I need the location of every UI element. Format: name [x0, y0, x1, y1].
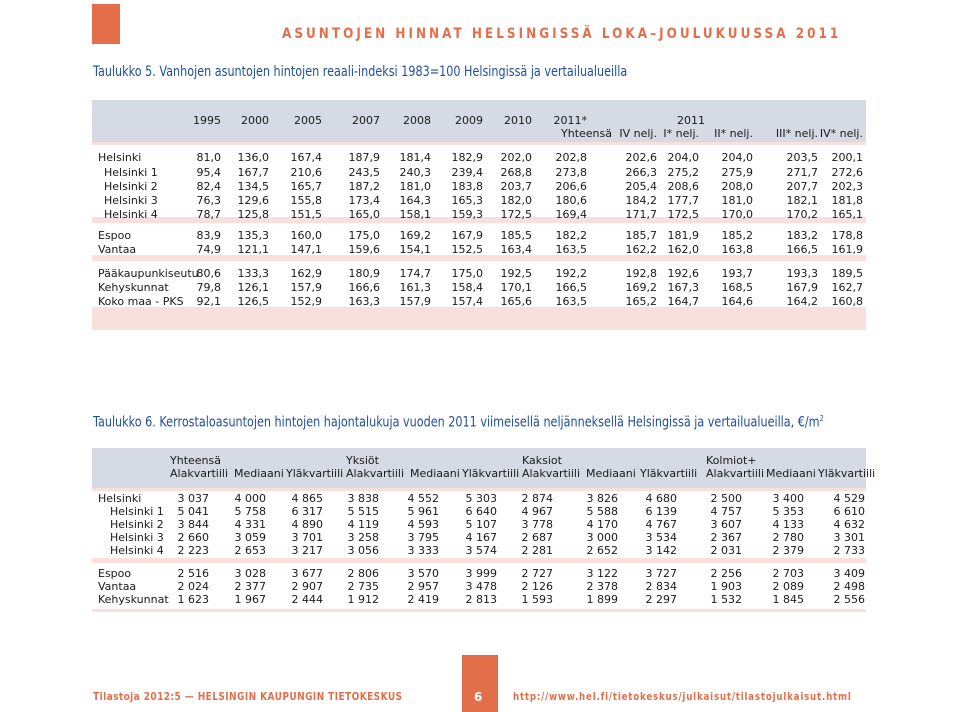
table6-cell: 4 680	[645, 492, 677, 505]
table5-cell: 126,1	[237, 281, 269, 294]
table5-cell: 239,4	[451, 166, 483, 179]
table6-cell: 6 317	[291, 505, 323, 518]
table6-cell: 3 844	[177, 518, 209, 531]
table5-cell: 202,8	[555, 151, 587, 164]
table5-cell: 207,7	[786, 180, 818, 193]
table5-cell: 169,2	[399, 229, 431, 242]
table5-cell: 206,6	[555, 180, 587, 193]
table6-sub-header: Mediaani	[586, 467, 636, 480]
table5-row-label: Vantaa	[98, 243, 137, 256]
table5-cell: 172,5	[667, 208, 699, 221]
table6-row-label: Helsinki 3	[110, 531, 164, 544]
table6-cell: 4 552	[407, 492, 439, 505]
table6-cell: 4 167	[465, 531, 497, 544]
table5-cell: 165,2	[625, 295, 657, 308]
table6-cell: 2 653	[234, 544, 266, 557]
table5-cell: 193,7	[721, 267, 753, 280]
table5-cell: 273,8	[555, 166, 587, 179]
table5-row-label: Kehyskunnat	[98, 281, 169, 294]
table5-row-label: Helsinki 1	[104, 166, 158, 179]
table6-cell: 2 297	[645, 593, 677, 606]
table6-row-label: Helsinki	[98, 492, 142, 505]
table5-cell: 164,3	[399, 194, 431, 207]
header-accent-block	[92, 4, 120, 44]
table5-cell: 175,0	[451, 267, 483, 280]
footer-publication: Tilastoja 2012:5 — HELSINGIN KAUPUNGIN TIETOKESKUS	[93, 690, 403, 703]
table6-cell: 6 640	[465, 505, 497, 518]
table6-cell: 3 400	[772, 492, 804, 505]
table5-cell: 92,1	[196, 295, 221, 308]
table6-row-label: Vantaa	[98, 580, 137, 593]
table6-sub-header: Yläkvartiili	[462, 467, 520, 480]
table6-cell: 3 727	[645, 567, 677, 580]
table5-col-subheader: II* nelj.	[714, 127, 753, 140]
table6-cell: 1 623	[177, 593, 209, 606]
table5-cell: 192,5	[500, 267, 532, 280]
table5-cell: 187,9	[348, 151, 380, 164]
table5-cell: 208,6	[667, 180, 699, 193]
table6-cell: 2 031	[710, 544, 742, 557]
table5-cell: 272,6	[831, 166, 863, 179]
table5-cell: 126,5	[237, 295, 269, 308]
table6-cell: 2 687	[521, 531, 553, 544]
table6-cell: 4 000	[234, 492, 266, 505]
table6-row-label: Espoo	[98, 567, 132, 580]
table5-cell: 181,8	[831, 194, 863, 207]
table5-cell: 165,6	[500, 295, 532, 308]
table6-cell: 5 515	[347, 505, 379, 518]
table6-cell: 2 500	[710, 492, 742, 505]
table5-cell: 164,6	[721, 295, 753, 308]
table5-cell: 163,3	[348, 295, 380, 308]
table6-caption-text: Taulukko 6. Kerrostaloasuntojen hintojen hajontalukuja vuoden 2011 viimeisellä neljänneksellä Helsingissä ja vertailualueilla, €/m	[93, 414, 820, 431]
table5-cell: 157,4	[451, 295, 483, 308]
table6-cell: 2 126	[521, 580, 553, 593]
table5-cell: 268,8	[500, 166, 532, 179]
table6-cell: 2 089	[772, 580, 804, 593]
table5-cell: 159,6	[348, 243, 380, 256]
table6-cell: 2 024	[177, 580, 209, 593]
table5-cell: 158,4	[451, 281, 483, 294]
table5-cell: 203,5	[786, 151, 818, 164]
table6-cell: 2 735	[347, 580, 379, 593]
table6-cell: 1 593	[521, 593, 553, 606]
table6-cell: 2 957	[407, 580, 439, 593]
table5-row-label: Helsinki 4	[104, 208, 158, 221]
table5-cell: 165,1	[831, 208, 863, 221]
table6-cell: 2 256	[710, 567, 742, 580]
page-number: 6	[474, 690, 483, 704]
table6-cell: 3 795	[407, 531, 439, 544]
table5-cell: 185,5	[500, 229, 532, 242]
table5-cell: 174,7	[399, 267, 431, 280]
table5-cell: 183,8	[451, 180, 483, 193]
table5-cell: 275,2	[667, 166, 699, 179]
table5-cell: 182,2	[555, 229, 587, 242]
table5-cell: 152,9	[290, 295, 322, 308]
table5-cell: 152,5	[451, 243, 483, 256]
table5-cell: 167,4	[290, 151, 322, 164]
table5-caption: Taulukko 5. Vanhojen asuntojen hintojen reaali-indeksi 1983=100 Helsingissä ja vertailualueilla	[93, 64, 628, 80]
table5-cell: 78,7	[196, 208, 221, 221]
table6-cell: 2 652	[586, 544, 618, 557]
table5-col-header: 2011	[677, 114, 705, 127]
table5-cell: 80,6	[196, 267, 221, 280]
table6-cell: 4 593	[407, 518, 439, 531]
table6-cell: 2 834	[645, 580, 677, 593]
table5-cell: 266,3	[625, 166, 657, 179]
table6-group-header: Yksiöt	[346, 454, 379, 467]
table5-cell: 165,3	[451, 194, 483, 207]
table5-cell: 163,5	[555, 243, 587, 256]
table6-row-label: Helsinki 2	[110, 518, 164, 531]
table5-cell: 203,7	[500, 180, 532, 193]
table5-cell: 200,1	[831, 151, 863, 164]
table6-cell: 2 703	[772, 567, 804, 580]
table5-cell: 83,9	[196, 229, 221, 242]
table5-cell: 151,5	[290, 208, 322, 221]
table6-cell: 4 170	[586, 518, 618, 531]
table5-cell: 210,6	[290, 166, 322, 179]
table5-cell: 162,7	[831, 281, 863, 294]
table5-row-label: Helsinki 3	[104, 194, 158, 207]
table5-cell: 169,4	[555, 208, 587, 221]
table6-cell: 3 778	[521, 518, 553, 531]
table5-cell: 79,8	[196, 281, 221, 294]
table6-cell: 2 377	[234, 580, 266, 593]
table5-cell: 178,8	[831, 229, 863, 242]
table6-cell: 5 961	[407, 505, 439, 518]
table5-row-label: Helsinki 2	[104, 180, 158, 193]
table6-cell: 1 845	[772, 593, 804, 606]
table5-cell: 155,8	[290, 194, 322, 207]
table5-cell: 134,5	[237, 180, 269, 193]
table5-cell: 192,2	[555, 267, 587, 280]
table6-cell: 2 813	[465, 593, 497, 606]
table5-cell: 167,9	[451, 229, 483, 242]
table6-cell: 4 757	[710, 505, 742, 518]
table6-cell: 4 767	[645, 518, 677, 531]
table6-group-header: Kolmiot+	[706, 454, 757, 467]
table6-cell: 4 133	[772, 518, 804, 531]
table5-cell: 181,9	[667, 229, 699, 242]
table5-cell: 180,9	[348, 267, 380, 280]
table5-cell: 182,1	[786, 194, 818, 207]
table5-cell: 81,0	[196, 151, 221, 164]
table6-cell: 3 999	[465, 567, 497, 580]
table5-col-subheader: Yhteensä	[561, 127, 612, 140]
table6-cell: 3 059	[234, 531, 266, 544]
table6-group-header: Kaksiot	[522, 454, 562, 467]
table6-cell: 1 912	[347, 593, 379, 606]
page-header-title: ASUNTOJEN HINNAT HELSINGISSÄ LOKA–JOULUKUUSSA 2011	[282, 26, 842, 42]
table5-cell: 184,2	[625, 194, 657, 207]
table5-cell: 202,3	[831, 180, 863, 193]
table5-cell: 74,9	[196, 243, 221, 256]
table6-cell: 3 677	[291, 567, 323, 580]
table6-sub-header: Alakvartiili	[170, 467, 229, 480]
table5-cell: 170,1	[500, 281, 532, 294]
table6-sub-header: Mediaani	[766, 467, 816, 480]
table6-cell: 3 478	[465, 580, 497, 593]
table5-cell: 240,3	[399, 166, 431, 179]
table6-cell: 4 865	[291, 492, 323, 505]
table6-cell: 2 419	[407, 593, 439, 606]
table5-cell: 163,5	[555, 295, 587, 308]
table6-cell: 2 556	[833, 593, 865, 606]
table5-col-header: 2005	[294, 114, 322, 127]
table6-cell: 3 037	[177, 492, 209, 505]
table5-cell: 165,0	[348, 208, 380, 221]
table5-cell: 167,9	[786, 281, 818, 294]
table5-cell: 168,5	[721, 281, 753, 294]
table6-sub-header: Yläkvartiili	[640, 467, 698, 480]
table5-col-header: 2009	[455, 114, 483, 127]
table6-cell: 1 899	[586, 593, 618, 606]
table6-row-label: Helsinki 1	[110, 505, 164, 518]
table5-cell: 121,1	[237, 243, 269, 256]
table6-cell: 2 223	[177, 544, 209, 557]
table5-cell: 133,3	[237, 267, 269, 280]
table5-cell: 129,6	[237, 194, 269, 207]
table5-cell: 185,2	[721, 229, 753, 242]
table5-cell: 164,2	[786, 295, 818, 308]
table6-cell: 2 516	[177, 567, 209, 580]
table5-col-subheader: IV* nelj.	[819, 127, 863, 140]
table5-row-label: Espoo	[98, 229, 132, 242]
table5-cell: 271,7	[786, 166, 818, 179]
table5-cell: 158,1	[399, 208, 431, 221]
table5-cell: 177,7	[667, 194, 699, 207]
table6-cell: 4 632	[833, 518, 865, 531]
table6-cell: 3 838	[347, 492, 379, 505]
table5-cell: 173,4	[348, 194, 380, 207]
table5-cell: 162,0	[667, 243, 699, 256]
table6-sub-header: Yläkvartiili	[818, 467, 876, 480]
table5-cell: 181,4	[399, 151, 431, 164]
table5-cell: 208,0	[721, 180, 753, 193]
table6-caption-sup: 2	[819, 414, 824, 423]
table5-cell: 170,2	[786, 208, 818, 221]
table5-cell: 171,7	[625, 208, 657, 221]
table6-cell: 1 903	[710, 580, 742, 593]
table6-cell: 3 217	[291, 544, 323, 557]
table6-cell: 2 806	[347, 567, 379, 580]
table6-cell: 5 303	[465, 492, 497, 505]
table6-cell: 3 534	[645, 531, 677, 544]
table5-cell: 166,5	[555, 281, 587, 294]
table6-cell: 3 607	[710, 518, 742, 531]
table6-cell: 2 727	[521, 567, 553, 580]
table6-cell: 3 028	[234, 567, 266, 580]
table5-cell: 157,9	[399, 295, 431, 308]
table5-cell: 161,9	[831, 243, 863, 256]
table5-cell: 161,3	[399, 281, 431, 294]
table5-cell: 204,0	[721, 151, 753, 164]
table6-sub-header: Alakvartiili	[346, 467, 405, 480]
table5-col-subheader: I* nelj.	[663, 127, 699, 140]
table5-col-header: 2000	[241, 114, 269, 127]
table5-row-label: Koko maa - PKS	[98, 295, 184, 308]
table5-cell: 170,0	[721, 208, 753, 221]
table5-cell: 76,3	[196, 194, 221, 207]
table5-cell: 187,2	[348, 180, 380, 193]
table5-cell: 162,9	[290, 267, 322, 280]
table6-cell: 5 041	[177, 505, 209, 518]
table6-cell: 2 378	[586, 580, 618, 593]
table5-cell: 182,9	[451, 151, 483, 164]
table5-cell: 136,0	[237, 151, 269, 164]
table5-cell: 163,8	[721, 243, 753, 256]
table6-cell: 2 367	[710, 531, 742, 544]
table5-cell: 275,9	[721, 166, 753, 179]
table5-cell: 157,9	[290, 281, 322, 294]
table5-cell: 135,3	[237, 229, 269, 242]
table6-cell: 3 409	[833, 567, 865, 580]
table6-cell: 3 142	[645, 544, 677, 557]
table6-row-label: Kehyskunnat	[98, 593, 169, 606]
table5-cell: 185,7	[625, 229, 657, 242]
footer-url-link[interactable]: http://www.hel.fi/tietokeskus/julkaisut/tilastojulkaisut.html	[513, 690, 852, 703]
table5-col-header: 2011*	[553, 114, 587, 127]
table6-cell: 2 733	[833, 544, 865, 557]
table6-sub-header: Alakvartiili	[706, 467, 765, 480]
table5-row-label: Helsinki	[98, 151, 142, 164]
table5-col-header: 1995	[193, 114, 221, 127]
table5-cell: 169,2	[625, 281, 657, 294]
table6-cell: 2 281	[521, 544, 553, 557]
table5-cell: 165,7	[290, 180, 322, 193]
table5-cell: 162,2	[625, 243, 657, 256]
table5-cell: 82,4	[196, 180, 221, 193]
table5-col-subheader: III* nelj.	[775, 127, 818, 140]
table6-cell: 2 498	[833, 580, 865, 593]
table6-cell: 5 353	[772, 505, 804, 518]
table6-caption	[93, 414, 824, 431]
table5-col-header: 2010	[504, 114, 532, 127]
table5-col-subheader: IV nelj.	[619, 127, 657, 140]
table5-cell: 183,2	[786, 229, 818, 242]
table5-cell: 202,6	[625, 151, 657, 164]
table5-cell: 202,0	[500, 151, 532, 164]
table5-cell: 180,6	[555, 194, 587, 207]
table5-cell: 167,7	[237, 166, 269, 179]
table5-cell: 181,0	[721, 194, 753, 207]
table6-cell: 3 333	[407, 544, 439, 557]
table5-cell: 205,4	[625, 180, 657, 193]
table5-cell: 159,3	[451, 208, 483, 221]
table6-cell: 3 000	[586, 531, 618, 544]
table6-sub-header: Yläkvartiili	[286, 467, 344, 480]
table6-sub-header: Mediaani	[234, 467, 284, 480]
table6-cell: 3 056	[347, 544, 379, 557]
table5-cell: 189,5	[831, 267, 863, 280]
table5-cell: 95,4	[196, 166, 221, 179]
table6-cell: 3 258	[347, 531, 379, 544]
table5-col-header: 2007	[352, 114, 380, 127]
table6-cell: 2 874	[521, 492, 553, 505]
table5-cell: 172,5	[500, 208, 532, 221]
table5-cell: 160,0	[290, 229, 322, 242]
table6-cell: 2 660	[177, 531, 209, 544]
table6-cell: 2 444	[291, 593, 323, 606]
table5-cell: 166,6	[348, 281, 380, 294]
table5-cell: 154,1	[399, 243, 431, 256]
table6-cell: 6 610	[833, 505, 865, 518]
table6-cell: 4 967	[521, 505, 553, 518]
table5-cell: 147,1	[290, 243, 322, 256]
table6-cell: 4 331	[234, 518, 266, 531]
table6-group-header: Yhteensä	[170, 454, 221, 467]
table6-cell: 3 570	[407, 567, 439, 580]
table6-cell: 4 529	[833, 492, 865, 505]
table6-cell: 4 119	[347, 518, 379, 531]
table5-cell: 192,6	[667, 267, 699, 280]
table6-sub-header: Mediaani	[410, 467, 460, 480]
table6-cell: 1 967	[234, 593, 266, 606]
table6-cell: 2 907	[291, 580, 323, 593]
table6-cell: 3 574	[465, 544, 497, 557]
table5-cell: 166,5	[786, 243, 818, 256]
table6-cell: 6 139	[645, 505, 677, 518]
table5-col-header: 2008	[403, 114, 431, 127]
table5-cell: 192,8	[625, 267, 657, 280]
table5-cell: 243,5	[348, 166, 380, 179]
table6-cell: 5 588	[586, 505, 618, 518]
table6-cell: 2 379	[772, 544, 804, 557]
table6-row-label: Helsinki 4	[110, 544, 164, 557]
table5-cell: 164,7	[667, 295, 699, 308]
table5-cell: 182,0	[500, 194, 532, 207]
table5-cell: 167,3	[667, 281, 699, 294]
table6-cell: 3 301	[833, 531, 865, 544]
table5-cell: 181,0	[399, 180, 431, 193]
table5-row-label: Pääkaupunkiseutu	[98, 267, 199, 280]
table6-cell: 1 532	[710, 593, 742, 606]
table5-cell: 175,0	[348, 229, 380, 242]
table5-cell: 160,8	[831, 295, 863, 308]
table6-cell: 2 780	[772, 531, 804, 544]
table6-cell: 3 826	[586, 492, 618, 505]
table6-cell: 3 122	[586, 567, 618, 580]
table6-sub-header: Alakvartiili	[522, 467, 581, 480]
table5-cell: 125,8	[237, 208, 269, 221]
table5-cell: 193,3	[786, 267, 818, 280]
table5-cell: 204,0	[667, 151, 699, 164]
table6-cell: 3 701	[291, 531, 323, 544]
table5-cell: 163,4	[500, 243, 532, 256]
table6-cell: 4 890	[291, 518, 323, 531]
table6-cell: 5 107	[465, 518, 497, 531]
table6-cell: 5 758	[234, 505, 266, 518]
